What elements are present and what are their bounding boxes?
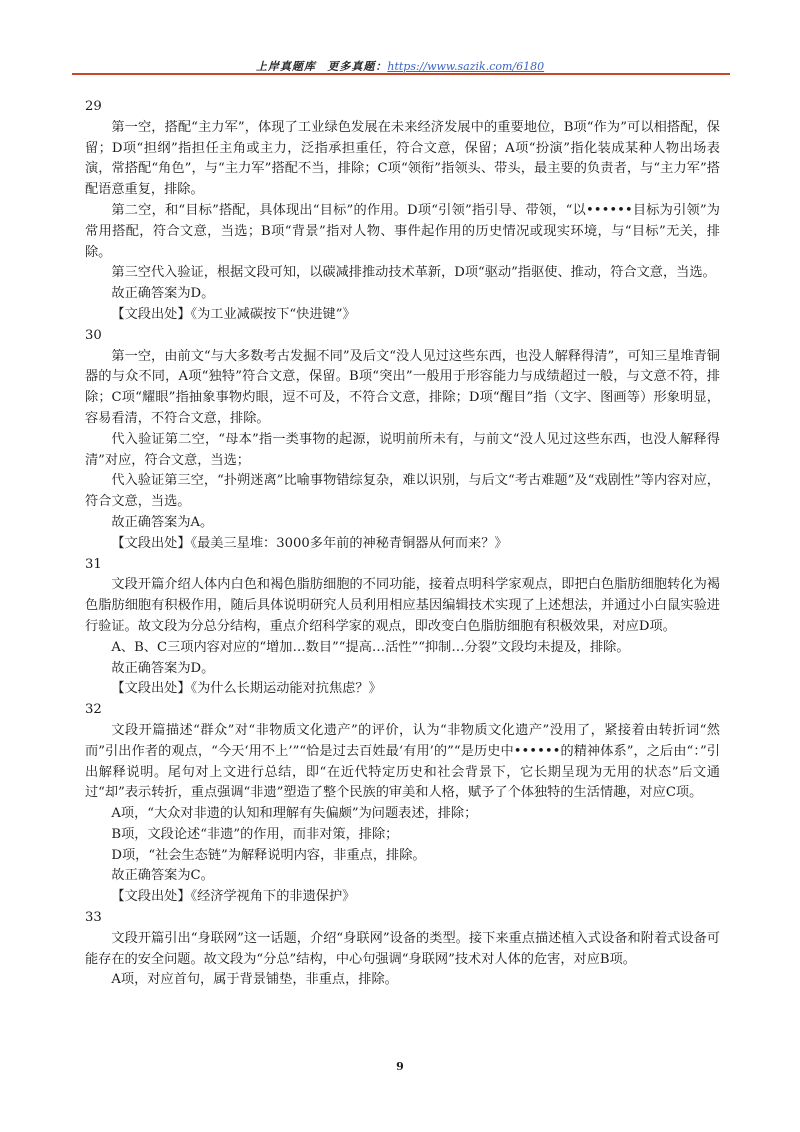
paragraph: 代入验证第三空，“扑朔迷离”比喻事物错综复杂，难以识别，与后文“考古难题”及“戏剧性”等内容对应，符合文意，当选。 [85, 473, 720, 510]
paragraph: 故正确答案为A。 [111, 514, 214, 530]
paragraph: A项，“大众对非遗的认知和理解有失偏颇”为问题表述，排除； [111, 806, 478, 822]
paragraph: 文段开篇引出“身联网”这一话题，介绍“身联网”设备的类型。接下来重点描述植入式设备和附着式设备可能存在的安全问题。故文段为“分总”结构，中心句强调“身联网”技术对人体的危害，对应B项。 [85, 930, 720, 967]
source-line: 【文段出处】《为工业减碳按下“快进键”》 [111, 306, 356, 322]
paragraph: 故正确答案为C。 [111, 868, 214, 884]
more-label: 更多真题： [327, 60, 388, 73]
site-link[interactable]: https://www.sazik.com/6180 [387, 60, 545, 73]
page-header [0, 58, 800, 74]
paragraph: 文段开篇描述“群众”对“非物质文化遗产”的评价，认为“非物质文化遗产”没用了，紧接着由转折词“然而”引出作者的观点，“今天‘用不上’”“恰是过去百姓最‘有用’的”“是历史中••••••的精神体系”，之后由“：”引出解释说明。尾句对上文进行总结，即“在近代特定历史和社会背景下，它长期呈现为无用的状态”后文通过“却”表示转折，重点强调“非遗”塑造了整个民族的审美和人格，赋予了个体独特的生活情趣，对应C项。 [85, 722, 720, 801]
header-rule [72, 73, 730, 75]
paragraph: 故正确答案为D。 [111, 660, 215, 676]
paragraph: D项，“社会生态链”为解释说明内容，非重点，排除。 [111, 847, 426, 863]
paragraph: 代入验证第二空，“母本”指一类事物的起源，说明前所未有，与前文“没人见过这些东西，也没人解释得清”对应，符合文意，当选； [85, 431, 720, 468]
question-number: 31 [85, 556, 102, 572]
paragraph: 第一空，搭配“主力军”，体现了工业绿色发展在未来经济发展中的重要地位，B项“作为”可以相搭配，保留；D项“担纲”指担任主角或主力，泛指承担重任，符合文意，保留；A项“扮演”指化装成某种人物出场表演，常搭配“角色”，与“主力军”搭配不当，排除；C项“领衔”指领头、带头，最主要的负责者，与“主力军”搭配语意重复，排除。 [85, 119, 720, 198]
paragraph: A项，对应首句，属于背景铺垫，非重点，排除。 [111, 972, 398, 988]
paragraph: 第一空，由前文“与大多数考古发掘不同”及后文“没人见过这些东西，也没人解释得清”，可知三星堆青铜器的与众不同，A项“独特”符合文意，保留。B项“突出”一般用于形容能力与成绩超过一般，与文意不符，排除；C项“耀眼”指抽象事物灼眼，逗不可及，不符合文意，排除；D项“醒目”指（文字、图画等）形象明显，容易看清，不符合文意，排除。 [85, 348, 720, 426]
question-number: 30 [85, 327, 102, 343]
source-line: 【文段出处】《最美三星堆：3000多年前的神秘青铜器从何而来？》 [111, 535, 508, 551]
paragraph: 故正确答案为D。 [111, 286, 215, 302]
paragraph: 第三空代入验证，根据文段可知，以碳减排推动技术革新，D项“驱动”指驱使、推动，符合文意，当选。 [111, 265, 716, 281]
source-line: 【文段出处】《经济学视角下的非遗保护》 [111, 889, 356, 905]
page-number: 9 [396, 1060, 404, 1073]
paragraph: 文段开篇介绍人体内白色和褐色脂肪细胞的不同功能，接着点明科学家观点，即把白色脂肪细胞转化为褐色脂肪细胞有积极作用，随后具体说明研究人员利用相应基因编辑技术实现了上述想法，并通过小白鼠实验进行验证。故文段为分总分结构，重点介绍科学家的观点，即改变白色脂肪细胞有积极效果，对应D项。 [85, 577, 720, 634]
site-name: 上岸真题库 [255, 60, 316, 73]
paragraph: 第二空，和“目标”搭配，具体现出“目标”的作用。D项“引领”指引导、带领，“以••••••目标为引领”为常用搭配，符合文意，当选；B项“背景”指对人物、事件起作用的历史情况或现实环境，与“目标”无关，排除。 [85, 202, 720, 260]
question-number: 29 [85, 99, 102, 114]
paragraph: B项，文段论述“非遗”的作用，而非对策，排除； [111, 826, 399, 842]
paragraph: A、B、C三项内容对应的“增加…数目”“提高…活性”“抑制…分裂”文段均未提及，排除。 [111, 639, 630, 655]
question-number: 32 [85, 702, 102, 718]
answer-content [85, 97, 720, 991]
question-number: 33 [85, 910, 102, 926]
source-line: 【文段出处】《为什么长期运动能对抗焦虑？》 [111, 681, 382, 697]
